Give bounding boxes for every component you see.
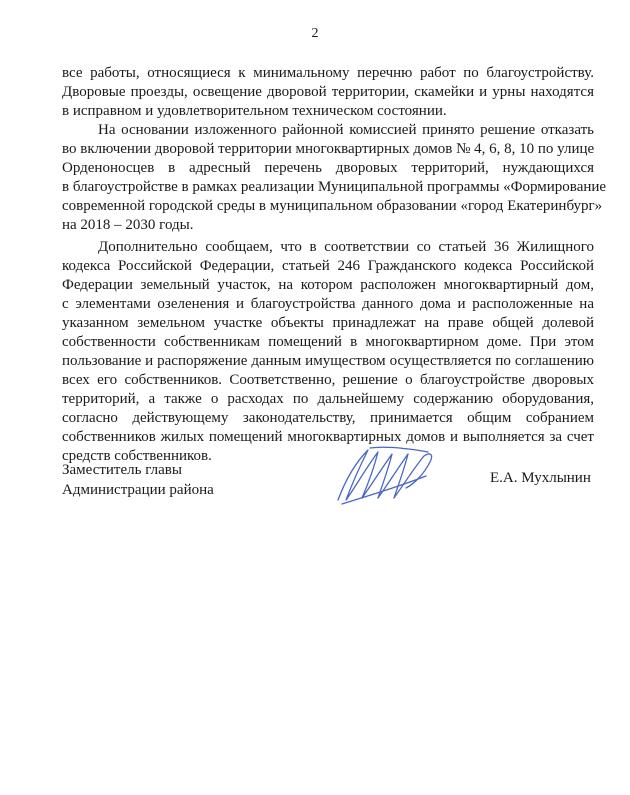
body-line: Дополнительно сообщаем, что в соответствии со статьей 36 Жилищного [98, 239, 594, 255]
body-line: кодекса Российской Федерации, статьей 246 Гражданского кодекса Российской [62, 258, 594, 274]
body-line: всех его собственников. Соответственно, решение о благоустройстве дворовых [62, 372, 594, 388]
body-line: во включении дворовой территории многоквартирных домов № 4, 6, 8, 10 по улице [62, 141, 595, 157]
handwritten-signature [330, 440, 440, 512]
body-line: На основании изложенного районной комиссией принято решение отказать [98, 122, 594, 138]
signatory-name: Е.А. Мухлынин [490, 470, 591, 486]
body-line: в исправном и удовлетворительном техническом состоянии. [62, 103, 447, 119]
body-line: средств собственников. [62, 448, 212, 464]
body-line: собственников жилых помещений многоквартирных домов и выполняется за счет [62, 429, 594, 445]
body-line: территорий, а также о расходах по дальнейшему содержанию оборудования, [62, 391, 594, 407]
body-line: современной городской среды в муниципальном образовании «город Екатеринбург» [62, 198, 603, 214]
body-line: пользование и распоряжение данным имуществом осуществляется по соглашению [62, 353, 594, 369]
body-line: собственности собственникам помещений в многоквартирном доме. При этом [62, 334, 594, 350]
page-number: 2 [311, 26, 319, 41]
body-line: Орденоносцев в адресный перечень дворовых территорий, нуждающихся [62, 160, 594, 176]
signatory-title-line-2: Администрации района [62, 482, 214, 498]
body-line: указанном земельном участке объекты принадлежат на праве общей долевой [62, 315, 594, 331]
body-line: на 2018 – 2030 годы. [62, 217, 194, 233]
body-line: Дворовые проезды, освещение дворовой территории, скамейки и урны находятся [62, 84, 594, 100]
body-line: согласно действующему законодательству, принимается общим собранием [62, 410, 594, 426]
body-line: с элементами озеленения и благоустройства данного дома и расположенные на [62, 296, 594, 312]
body-line: все работы, относящиеся к минимальному перечню работ по благоустройству. [62, 65, 594, 81]
signatory-title-line-1: Заместитель главы [62, 462, 182, 478]
body-line: в благоустройстве в рамках реализации Муниципальной программы «Формирование [62, 179, 607, 195]
body-line: Федерации земельный участок, на котором расположен многоквартирный дом, [62, 277, 594, 293]
